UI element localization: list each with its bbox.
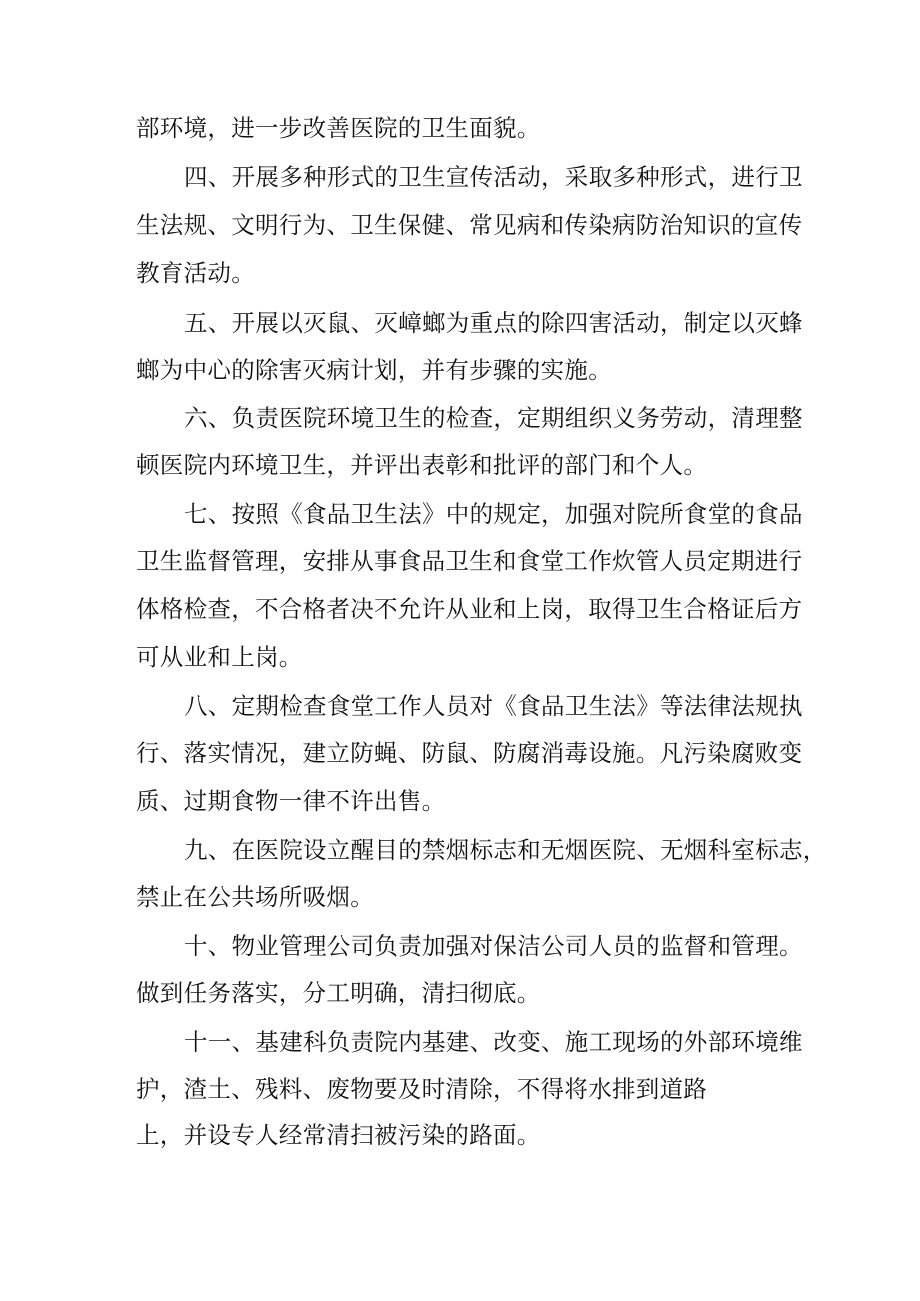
paragraph-7-line-2: 卫生监督管理，安排从事食品卫生和食堂工作炊管人员定期进行 [136, 547, 803, 575]
paragraph-8-line-1: 八、定期检查食堂工作人员对《食品卫生法》等法律法规执 [184, 692, 803, 720]
paragraph-6-line-2: 顿医院内环境卫生，并评出表彰和批评的部门和个人。 [136, 451, 708, 479]
paragraph-8-line-3: 质、过期食物一律不许出售。 [136, 787, 446, 815]
paragraph-7-line-3: 体格检查，不合格者决不允许从业和上岗，取得卫生合格证后方 [136, 595, 803, 623]
paragraph-6-line-1: 六、负责医院环境卫生的检查，定期组织义务劳动，清理整 [184, 404, 803, 432]
paragraph-5-line-1: 五、开展以灭鼠、灭嶂螂为重点的除四害活动，制定以灭蜂 [184, 309, 803, 337]
paragraph-11-line-1: 十一、基建科负责院内基建、改变、施工现场的外部环境维 [184, 1028, 803, 1056]
paragraph-8-line-2: 行、落实情况，建立防蝇、防鼠、防腐消毒设施。凡污染腐败变 [136, 739, 803, 767]
paragraph-9-line-2: 禁止在公共场所吸烟。 [136, 883, 374, 911]
paragraph-4-line-1: 四、开展多种形式的卫生宣传活动，采取多种形式，进行卫 [184, 163, 803, 191]
paragraph-4-line-2: 生法规、文明行为、卫生保健、常见病和传染病防治知识的宣传 [136, 211, 803, 239]
paragraph-4-line-3: 教育活动。 [136, 259, 255, 287]
paragraph-10-line-2: 做到任务落实，分工明确，清扫彻底。 [136, 979, 541, 1007]
paragraph-7-line-4: 可从业和上岗。 [136, 643, 303, 671]
paragraph-9-line-1: 九、在医院设立醒目的禁烟标志和无烟医院、无烟科室标志， [184, 836, 827, 864]
paragraph-11-line-3: 上，并设专人经常清扫被污染的路面。 [136, 1121, 541, 1149]
paragraph-7-line-1: 七、按照《食品卫生法》中的规定，加强对院所食堂的食品 [184, 500, 803, 528]
paragraph-5-line-2: 螂为中心的除害灭病计划，并有步骤的实施。 [136, 356, 612, 384]
paragraph-11-line-2: 护，渣土、残料、废物要及时清除，不得将水排到道路 [136, 1075, 708, 1103]
paragraph-10-line-1: 十、物业管理公司负责加强对保洁公司人员的监督和管理。 [184, 932, 803, 960]
text-line: 部环境，进一步改善医院的卫生面貌。 [136, 114, 541, 142]
